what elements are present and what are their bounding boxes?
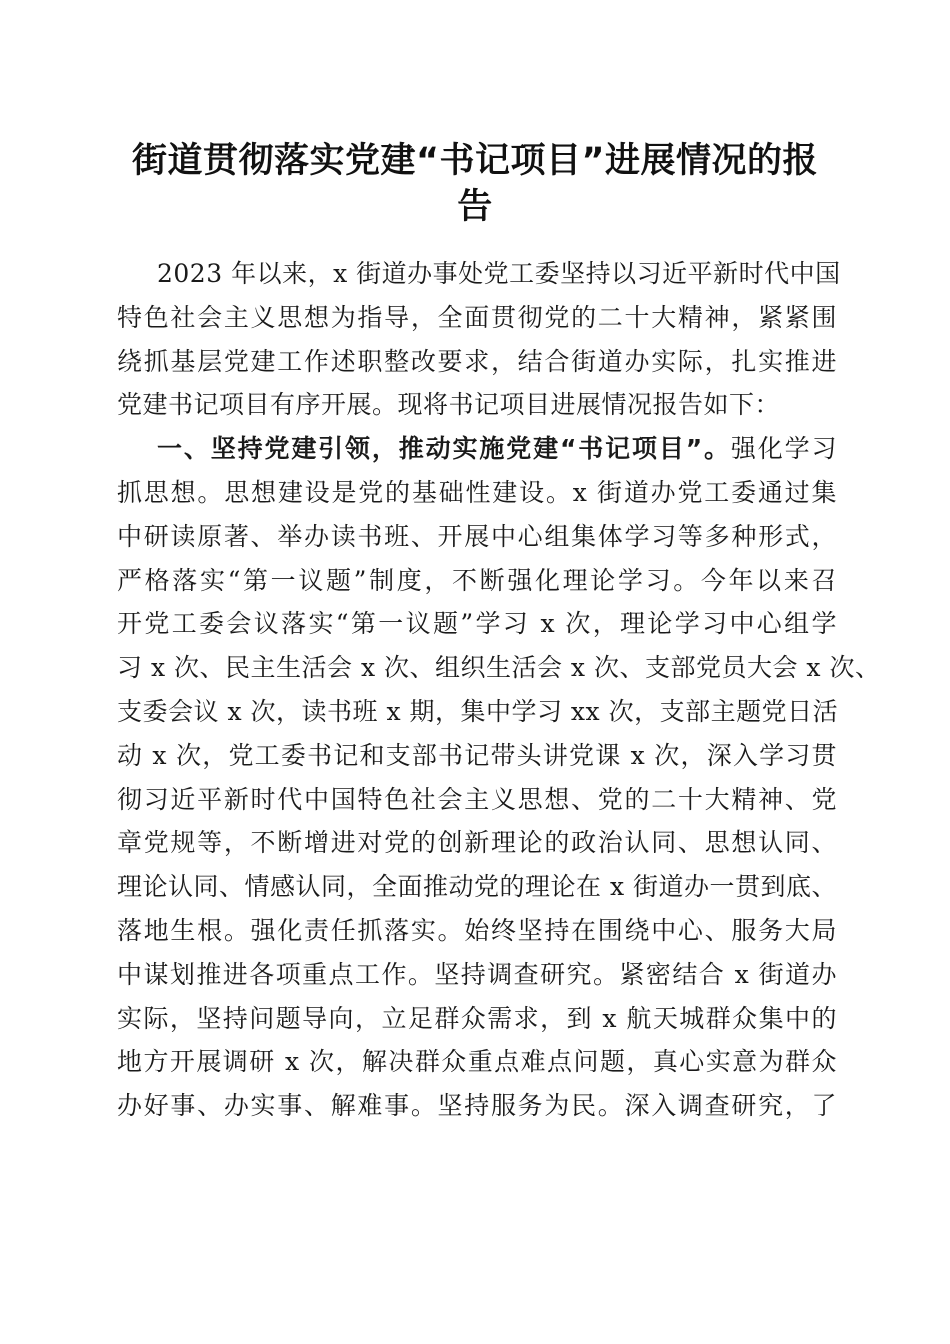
section-1-first-line-text: 强化学习	[730, 434, 837, 464]
section-1-line: 落地生根。强化责任抓落实。始终坚持在围绕中心、服务大局	[117, 915, 837, 945]
section-1-line: 理论认同、情感认同，全面推动党的理论在 x 街道办一贯到底、	[117, 872, 837, 902]
intro-line: 绕抓基层党建工作述职整改要求，结合街道办实际，扎实推进	[117, 346, 837, 376]
section-1-line: 彻习近平新时代中国特色社会主义思想、党的二十大精神、党	[117, 784, 837, 814]
section-1-line: 办好事、办实事、解难事。坚持服务为民。深入调查研究，了	[117, 1091, 837, 1121]
section-1-first-line	[117, 427, 837, 471]
section-1-line: 开党工委会议落实“第一议题”学习 x 次，理论学习中心组学	[117, 609, 837, 639]
section-1-line: 地方开展调研 x 次，解决群众重点难点问题，真心实意为群众	[117, 1047, 837, 1077]
section-1-line: 严格落实“第一议题”制度，不断强化理论学习。今年以来召	[117, 565, 837, 595]
document-title	[100, 138, 850, 230]
section-1-paragraph	[117, 427, 881, 1128]
section-1-line: 习 x 次、民主生活会 x 次、组织生活会 x 次、支部党员大会 x 次、	[117, 653, 881, 683]
title-line-2: 告	[457, 187, 493, 227]
section-1-line: 支委会议 x 次，读书班 x 期，集中学习 xx 次，支部主题党日活	[117, 696, 839, 726]
section-1-line: 中研读原著、举办读书班、开展中心组集体学习等多种形式，	[117, 521, 837, 551]
section-1-heading: 一、坚持党建引领，推动实施党建“书记项目”。	[157, 434, 731, 464]
section-1-line: 章党规等，不断增进对党的创新理论的政治认同、思想认同、	[117, 828, 837, 858]
intro-line: 2023 年以来，x 街道办事处党工委坚持以习近平新时代中国	[157, 259, 841, 288]
intro-line: 党建书记项目有序开展。现将书记项目进展情况报告如下：	[117, 390, 781, 420]
title-line-1: 街道贯彻落实党建“书记项目”进展情况的报	[131, 141, 818, 181]
document-body	[117, 252, 881, 1128]
intro-line: 特色社会主义思想为指导，全面贯彻党的二十大精神，紧紧围	[117, 302, 837, 332]
section-1-line: 动 x 次，党工委书记和支部书记带头讲党课 x 次，深入学习贯	[117, 740, 837, 770]
section-1-line: 实际，坚持问题导向，立足群众需求，到 x 航天城群众集中的	[117, 1003, 837, 1033]
intro-paragraph	[117, 252, 841, 427]
section-1-line: 中谋划推进各项重点工作。坚持调查研究。紧密结合 x 街道办	[117, 959, 837, 989]
section-1-line: 抓思想。思想建设是党的基础性建设。x 街道办党工委通过集	[117, 477, 837, 507]
